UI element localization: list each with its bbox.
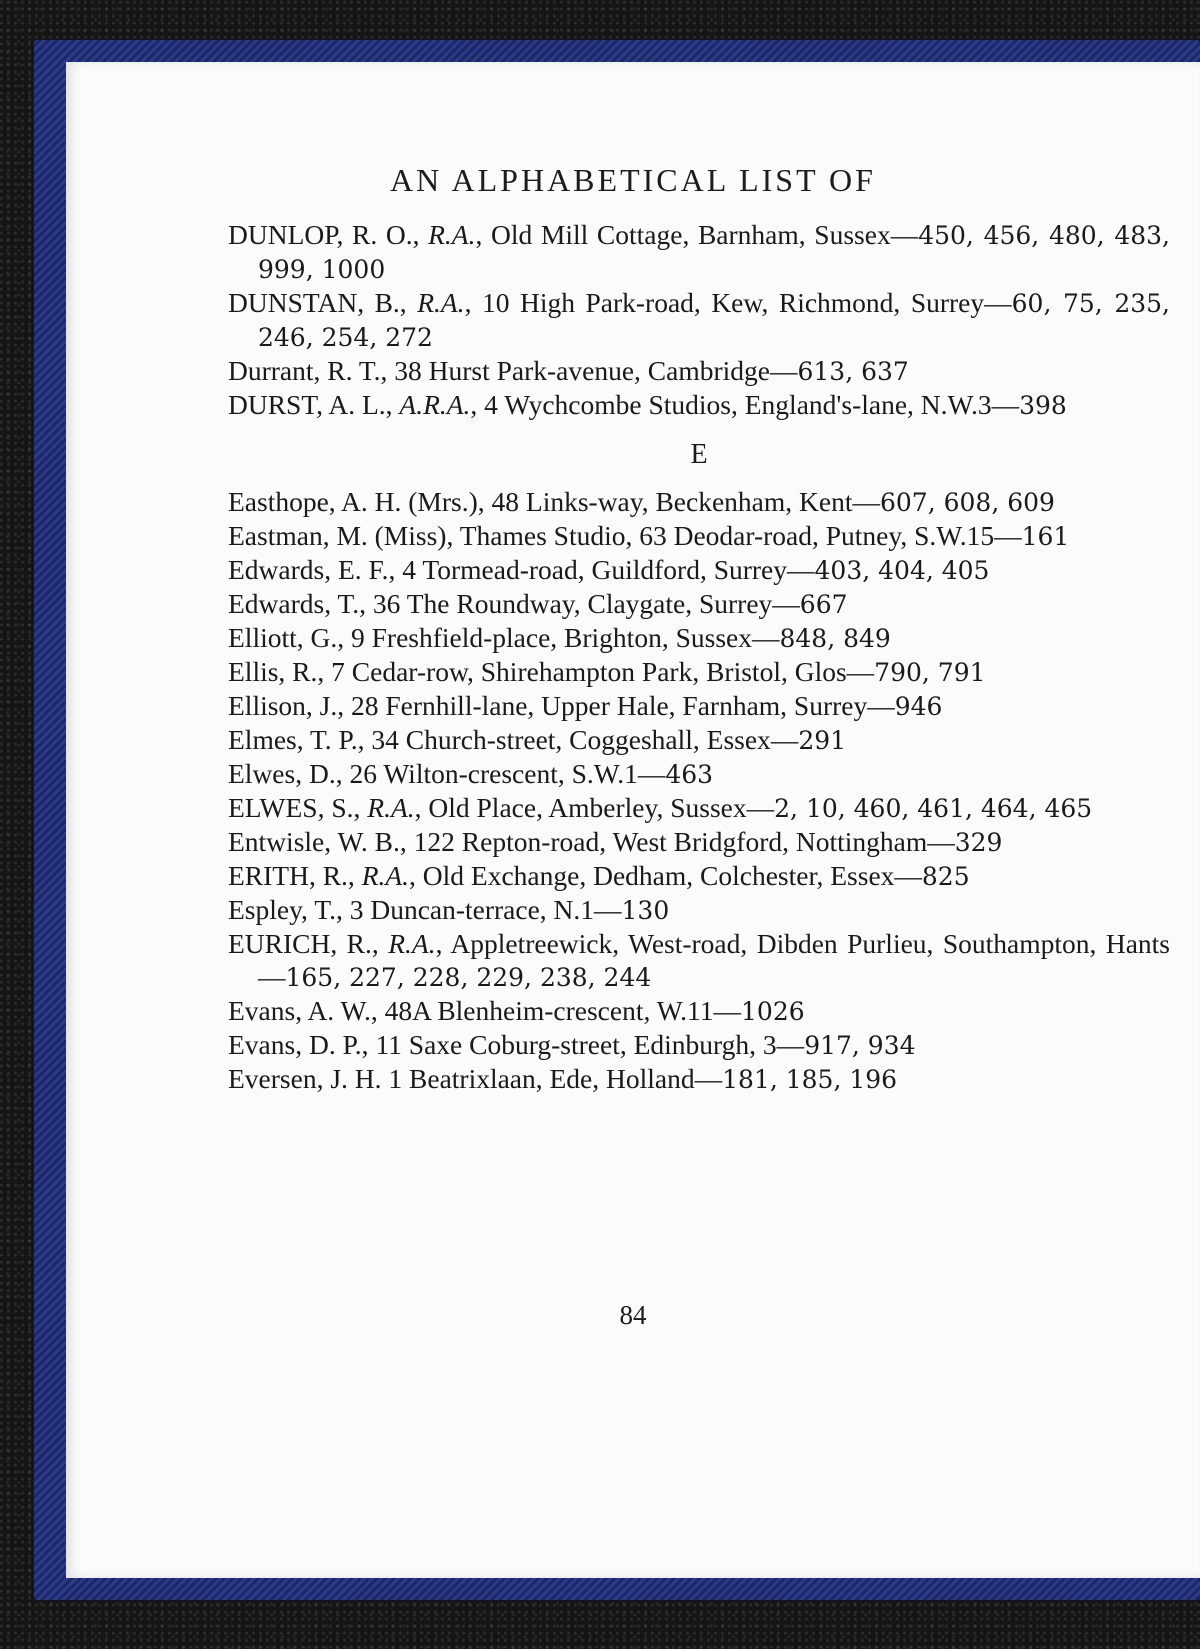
book-page bbox=[66, 62, 1200, 1578]
page-number: 84 bbox=[619, 1300, 647, 1330]
entry-numbers: 291 bbox=[798, 726, 847, 755]
entry-numbers: 60, 75, 235, 246, 254, 272 bbox=[258, 289, 1171, 352]
entry-name: DUNSTAN, B., bbox=[228, 287, 418, 318]
entry-address: 1 Beatrixlaan, Ede, Holland— bbox=[388, 1063, 723, 1094]
entry-numbers: 946 bbox=[894, 692, 943, 721]
entry-numbers: 398 bbox=[1019, 391, 1067, 420]
list-entry bbox=[228, 994, 1170, 1028]
entry-title: R.A. bbox=[367, 792, 415, 823]
list-entry bbox=[228, 485, 1170, 519]
entry-name: Entwisle, W. B., bbox=[228, 826, 414, 857]
entry-title: R.A. bbox=[417, 287, 465, 318]
entry-name: ERITH, R., bbox=[228, 860, 362, 891]
entry-address: , Old Exchange, Dedham, Colchester, Essex— bbox=[409, 860, 922, 891]
entry-numbers: 403, 404, 405 bbox=[814, 556, 990, 585]
list-entry bbox=[228, 519, 1170, 553]
list-entry bbox=[228, 218, 1170, 286]
entry-address: 7 Cedar-row, Shirehampton Park, Bristol, Glos— bbox=[331, 656, 875, 687]
entry-name: Espley, T., bbox=[228, 894, 350, 925]
list-entry bbox=[228, 286, 1170, 354]
list-entry bbox=[228, 1028, 1170, 1062]
entry-address: Thames Studio, 63 Deodar-road, Putney, S.W.15— bbox=[459, 520, 1022, 551]
entry-numbers: 790, 791 bbox=[874, 658, 986, 687]
list-entry bbox=[228, 791, 1170, 825]
list-entry bbox=[228, 723, 1170, 757]
entry-address: 34 Church-street, Coggeshall, Essex— bbox=[371, 724, 799, 755]
entry-name: Eversen, J. H. bbox=[228, 1063, 389, 1094]
entry-name: Edwards, E. F., bbox=[228, 554, 403, 585]
entry-numbers: 463 bbox=[665, 760, 714, 789]
list-entry bbox=[228, 354, 1170, 388]
entry-numbers: 2, 10, 460, 461, 464, 465 bbox=[774, 794, 1093, 823]
entry-numbers: 607, 608, 609 bbox=[879, 488, 1055, 517]
entry-numbers: 917, 934 bbox=[804, 1031, 916, 1060]
entry-list bbox=[228, 218, 1170, 1096]
entry-address: , Appletreewick, West-road, Dibden Purlieu, Southampton, Hants— bbox=[258, 928, 1171, 992]
entry-address: 26 Wilton-crescent, S.W.1— bbox=[349, 758, 666, 789]
entry-name: Elmes, T. P., bbox=[228, 724, 372, 755]
entry-address: 48A Blenheim-crescent, W.11— bbox=[384, 995, 742, 1026]
entry-numbers: 667 bbox=[799, 590, 848, 619]
entry-name: EURICH, R., bbox=[228, 928, 389, 959]
list-entry bbox=[228, 689, 1170, 723]
section-letter: E bbox=[690, 439, 708, 470]
entry-name: Durrant, R. T., bbox=[228, 355, 395, 386]
entry-name: DURST, A. L., bbox=[228, 389, 400, 420]
list-entry bbox=[228, 655, 1170, 689]
entry-numbers: 329 bbox=[954, 828, 1003, 857]
entry-numbers: 161 bbox=[1021, 522, 1070, 551]
entry-numbers: 165, 227, 228, 229, 238, 244 bbox=[285, 963, 652, 992]
entry-title: R.A. bbox=[361, 860, 410, 891]
entry-title: A.R.A. bbox=[399, 389, 471, 420]
entry-numbers: 130 bbox=[621, 896, 670, 925]
entry-address: 122 Repton-road, West Bridgford, Nottingham— bbox=[413, 826, 955, 857]
entry-numbers: 848, 849 bbox=[779, 624, 891, 653]
list-entry bbox=[228, 825, 1170, 859]
entry-name: Ellis, R., bbox=[228, 656, 332, 687]
entry-title: R.A. bbox=[388, 928, 436, 959]
entry-address: 3 Duncan-terrace, N.1— bbox=[349, 894, 622, 925]
entries-e-group bbox=[228, 485, 1170, 1096]
list-entry bbox=[228, 927, 1170, 994]
entry-address: 9 Freshfield-place, Brighton, Sussex— bbox=[351, 622, 780, 653]
entry-numbers: 825 bbox=[921, 862, 970, 891]
list-entry bbox=[228, 621, 1170, 655]
entry-address: , Old Mill Cottage, Barnham, Sussex— bbox=[475, 219, 919, 250]
entry-name: ELWES, S., bbox=[228, 792, 368, 823]
entry-name: Evans, D. P., bbox=[228, 1029, 376, 1060]
entry-name: Ellison, J., bbox=[228, 690, 351, 721]
list-entry bbox=[228, 587, 1170, 621]
entry-numbers: 181, 185, 196 bbox=[722, 1065, 898, 1094]
list-entry bbox=[228, 757, 1170, 791]
entry-name: Evans, A. W., bbox=[228, 995, 385, 1026]
entry-name: Eastman, M. (Miss), bbox=[228, 520, 460, 551]
entry-numbers: 450, 456, 480, 483, 999, 1000 bbox=[258, 221, 1171, 284]
entry-address: 11 Saxe Coburg-street, Edinburgh, 3— bbox=[375, 1029, 805, 1060]
entry-numbers: 613, 637 bbox=[797, 357, 909, 386]
entries-d-group bbox=[228, 218, 1170, 422]
entry-name: Elliott, G., bbox=[228, 622, 351, 653]
entry-numbers: 1026 bbox=[741, 997, 805, 1026]
entry-address: , 4 Wychcombe Studios, England's-lane, N.W.3— bbox=[470, 389, 1020, 420]
entry-address: , Old Place, Amberley, Sussex— bbox=[414, 792, 775, 823]
list-entry bbox=[228, 893, 1170, 927]
entry-address: 38 Hurst Park-avenue, Cambridge— bbox=[394, 355, 798, 386]
entry-address: 28 Fernhill-lane, Upper Hale, Farnham, Surrey— bbox=[351, 690, 895, 721]
list-entry bbox=[228, 1062, 1170, 1096]
entry-name: Edwards, T., bbox=[228, 588, 373, 619]
entry-title: R.A. bbox=[428, 219, 476, 250]
page-title: AN ALPHABETICAL LIST OF bbox=[390, 162, 876, 198]
entry-address: , 10 High Park-road, Kew, Richmond, Surrey— bbox=[464, 287, 1012, 318]
entry-address: 36 The Roundway, Claygate, Surrey— bbox=[372, 588, 800, 619]
entry-name: Easthope, A. H. (Mrs.), bbox=[228, 486, 492, 517]
list-entry bbox=[228, 388, 1170, 422]
entry-address: 48 Links-way, Beckenham, Kent— bbox=[491, 486, 880, 517]
entry-name: Elwes, D., bbox=[228, 758, 350, 789]
list-entry bbox=[228, 553, 1170, 587]
list-entry bbox=[228, 859, 1170, 893]
entry-address: 4 Tormead-road, Guildford, Surrey— bbox=[402, 554, 815, 585]
entry-name: DUNLOP, R. O., bbox=[228, 219, 429, 250]
